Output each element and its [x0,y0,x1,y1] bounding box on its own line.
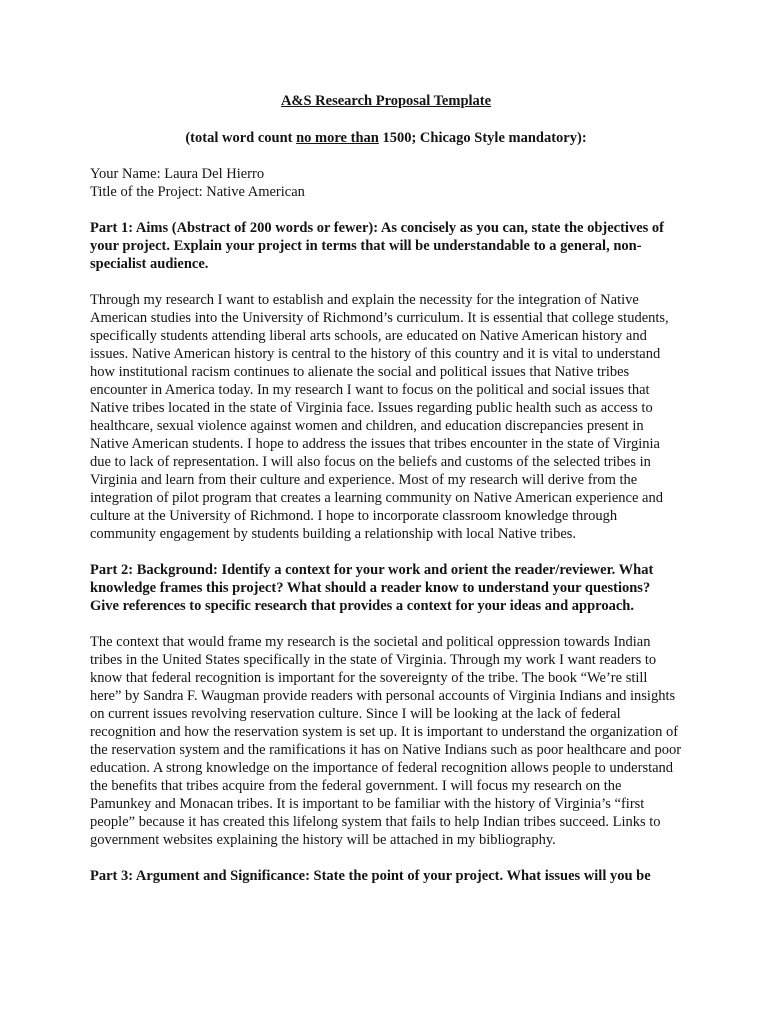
project-title-field: Title of the Project: Native American [90,184,305,200]
part2-heading: Part 2: Background: Identify a context for your work and orient the reader/reviewer. What knowledge frames this project? What should a reader know to understand your questions? Give references to specific research that provides a context for your ideas and approach. [90,562,654,614]
name-field: Your Name: Laura Del Hierro [90,166,265,182]
document-title: A&S Research Proposal Template [280,93,492,109]
document-subtitle [90,129,682,147]
part3-heading: Part 3: Argument and Significance: State the point of your project. What issues will you be [90,868,651,884]
subtitle-suffix: 1500; Chicago Style mandatory): [378,130,587,146]
subtitle-underlined: no more than [296,130,379,146]
part1-heading: Part 1: Aims (Abstract of 200 words or fewer): As concisely as you can, state the objectives of your project. Explain your project in terms that will be understandable to a general, non-specialist audience. [90,220,664,272]
part1-body: Through my research I want to establish and explain the necessity for the integration of Native American studies into the University of Richmond’s curriculum. It is essential that college students, specifically students attending liberal arts schools, are educated on Native American history and issues. Native American history is central to the history of this country and it is vital to understand how institutional racism continues to alienate the social and political issues that Native tribes encounter in America today. In my research I want to focus on the political and social issues that Native tribes located in the state of Virginia face. Issues regarding public health such as access to healthcare, sexual violence against women and children, and education discrepancies present in Native American students. I hope to address the issues that tribes encounter in the state of Virginia due to lack of representation. I will also focus on the beliefs and customs of the selected tribes in Virginia and learn from their culture and experience. Most of my research will derive from the integration of pilot program that creates a learning community on Native American experience and culture at the University of Richmond. I hope to incorporate classroom knowledge through community engagement by students building a relationship with local Native tribes. [90,292,669,542]
part2-body: The context that would frame my research is the societal and political oppression towards Indian tribes in the United States specifically in the state of Virginia. Through my work I want readers to know that federal recognition is important for the sovereignty of the tribe. The book “We’re still here” by Sandra F. Waugman provide readers with personal accounts of Virginia Indians and insights on current issues revolving reservation culture. Since I will be looking at the lack of federal recognition and how the reservation system is set up. It is important to understand the organization of the reservation system and the ramifications it has on Native Indians such as poor healthcare and poor education. A strong knowledge on the importance of federal recognition allows people to understand the benefits that tribes acquire from the federal government. I will focus my research on the Pamunkey and Monacan tribes. It is important to be familiar with the history of Virginia’s “first people” because it has created this lifelong system that fails to help Indian tribes succeed. Links to government websites explaining the history will be attached in my bibliography. [90,634,682,848]
subtitle-prefix: (total word count [185,130,297,146]
